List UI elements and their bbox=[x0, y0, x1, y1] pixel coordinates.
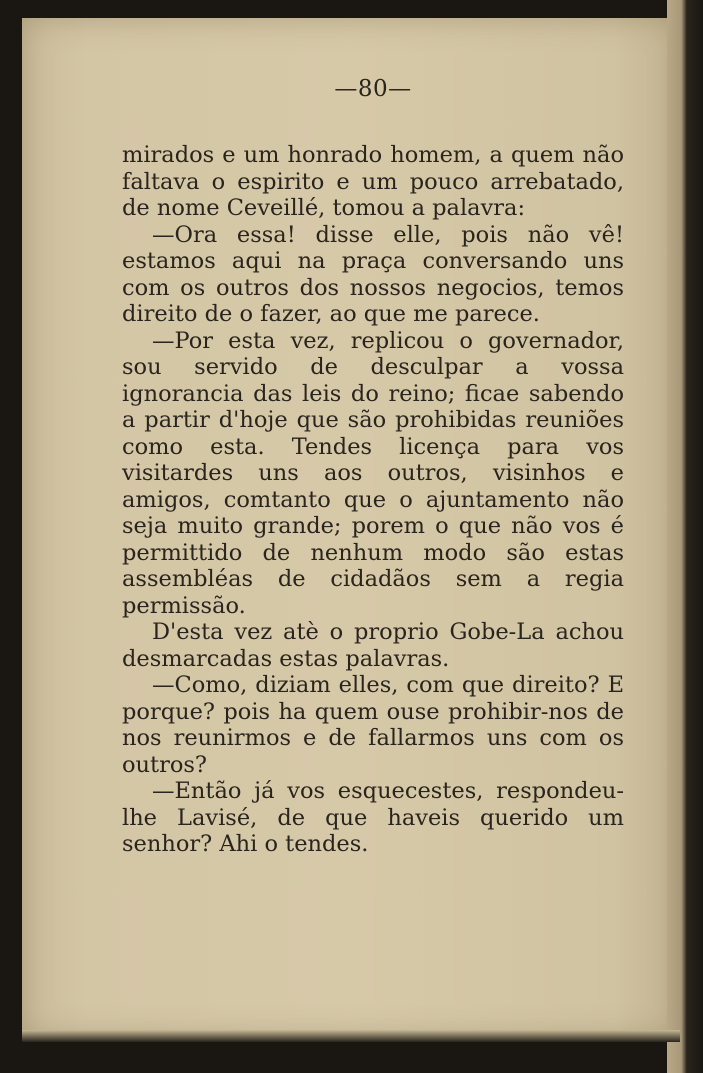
page-number: —80— bbox=[334, 76, 412, 102]
paragraph-3: —Por esta vez, replicou o governador, sou servido de desculpar a vossa ignorancia das leis do reino; ficae sabendo a partir d'hoje que são prohibidas reuniões como esta. Tendes licença para vos visitardes uns aos outros, visinhos e amigos, comtanto que o ajuntamento não seja muito grande; porem o que não vos é permittido de nenhum modo são estas assembléas de cidadãos sem a regia permissão. bbox=[122, 327, 624, 619]
body-text bbox=[122, 142, 624, 858]
paragraph-2: —Ora essa! disse elle, pois não vê! estamos aqui na praça conversando uns com os outros dos nossos negocios, temos direito de o fazer, ao que me parece. bbox=[122, 221, 624, 327]
paragraph-6: —Então já vos esquecestes, respondeu-lhe Lavisé, de que haveis querido um senhor? Ahi o tendes. bbox=[122, 778, 624, 857]
page-bottom-edge bbox=[22, 1030, 680, 1042]
paragraph-5: —Como, diziam elles, com que direito? E porque? pois ha quem ouse prohibir-nos de nos reunirmos e de fallarmos uns com os outros? bbox=[122, 672, 624, 778]
paragraph-1: mirados e um honrado homem, a quem não faltava o espirito e um pouco arrebatado, de nome Ceveillé, tomou a palavra: bbox=[122, 142, 624, 221]
paragraph-4: D'esta vez atè o proprio Gobe-La achou desmarcadas estas palavras. bbox=[122, 619, 624, 672]
page-edge-shadow bbox=[667, 0, 703, 1073]
